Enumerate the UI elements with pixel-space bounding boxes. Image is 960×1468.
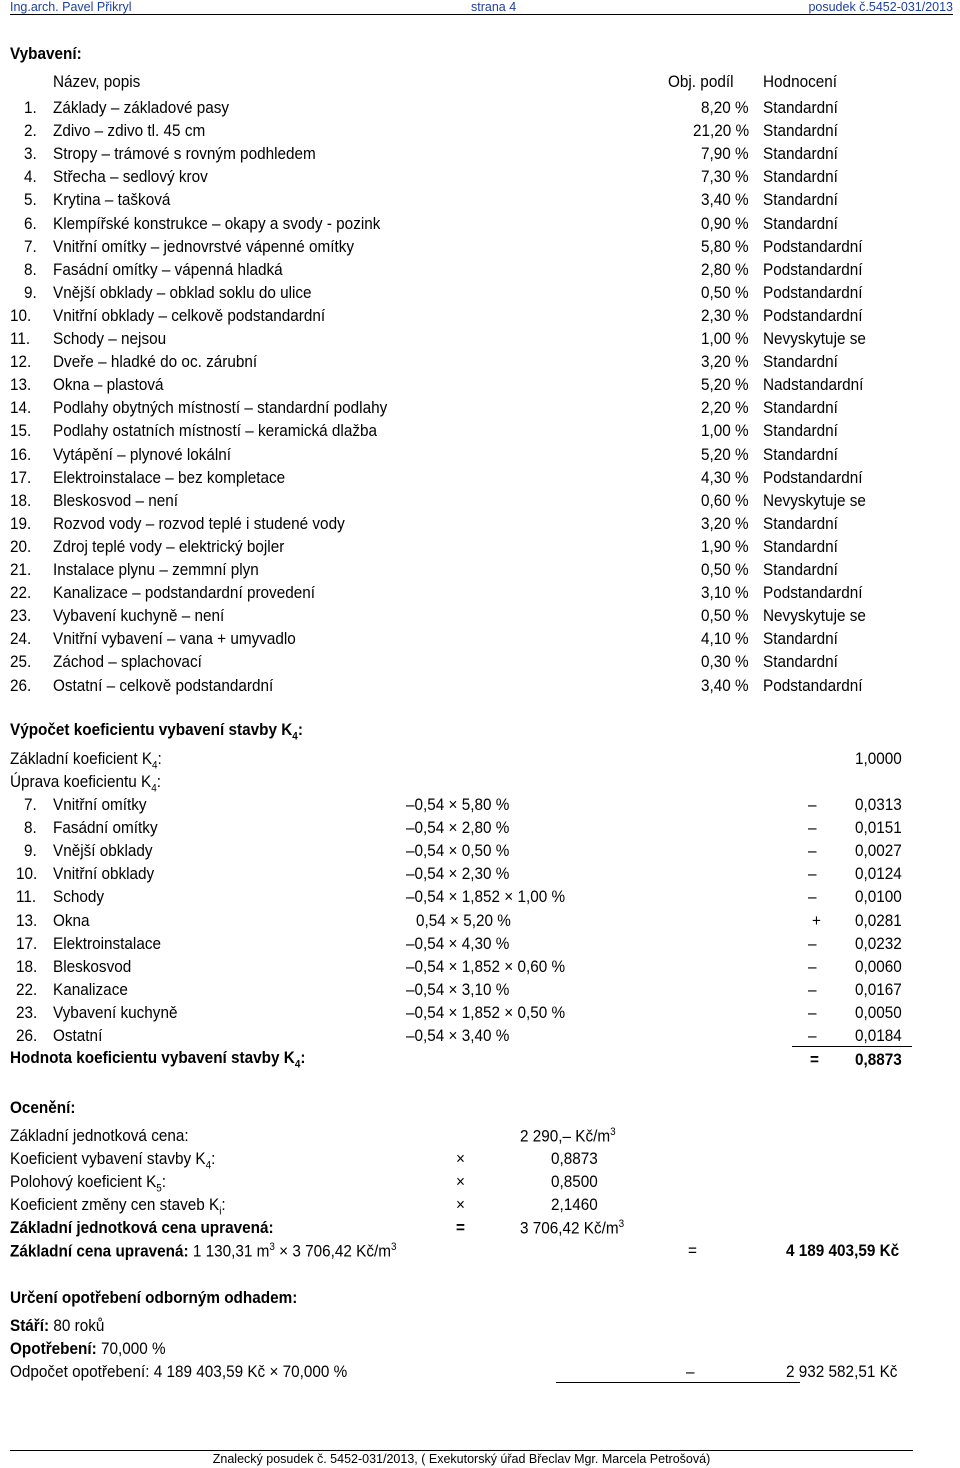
koef-row-name: Okna (53, 911, 90, 930)
koef-row-sign: – (808, 957, 817, 976)
item-name: Klempířské konstrukce – okapy a svody - pozink (53, 214, 381, 233)
item-rating: Podstandardní (763, 468, 863, 487)
age-line: Stáří: 80 roků (10, 1316, 105, 1335)
koef-row-number: 10. (16, 864, 38, 883)
koef-row-number: 7. (24, 795, 37, 814)
deduction-rule (556, 1382, 800, 1383)
koef-heading: Výpočet koeficientu vybavení stavby $K_4$: (10, 720, 303, 743)
item-share: 1,00 % (700, 421, 749, 440)
k5-value: 0,8500 (551, 1172, 598, 1191)
koef-row-sign: – (808, 887, 817, 906)
koef-row-sign: – (808, 864, 817, 883)
item-name: Vnitřní omítky – jednovrstvé vápenné omítky (53, 237, 355, 256)
item-name: Okna – plastová (53, 375, 164, 394)
deduction-sign: – (686, 1362, 695, 1381)
koef-row-formula: –0,54 × 2,30 % (406, 864, 510, 883)
item-number: 8. (24, 260, 37, 279)
item-rating: Standardní (763, 98, 838, 117)
koef-row-value: 0,0124 (855, 864, 902, 883)
koef-row-sign: – (808, 1026, 817, 1045)
item-share: 8,20 % (700, 98, 749, 117)
koef-row-name: Elektroinstalace (53, 934, 162, 953)
koef-row-number: 17. (16, 934, 38, 953)
item-name: Krytina – tašková (53, 190, 171, 209)
wear-line: Opotřebení: 70,000 % (10, 1339, 166, 1358)
header-page-number: strana 4 (471, 0, 517, 14)
item-share: 3,10 % (700, 583, 749, 602)
koef-row-name: Vybavení kuchyně (53, 1003, 178, 1022)
koef-row-formula: –0,54 × 1,852 × 0,60 % (406, 957, 566, 976)
item-share: 5,20 % (700, 445, 749, 464)
koef-row-number: 8. (24, 818, 37, 837)
item-share: 4,30 % (700, 468, 749, 487)
page-header (10, 0, 953, 15)
koef-row-value: 0,0060 (855, 957, 902, 976)
k4-label: Koeficient vybavení stavby $K_4$: (10, 1149, 216, 1172)
total-value: 4 189 403,59 Kč (786, 1241, 900, 1260)
item-number: 16. (10, 445, 32, 464)
item-rating: Podstandardní (763, 676, 863, 695)
ki-operator: × (456, 1195, 465, 1214)
koef-row-name: Kanalizace (53, 980, 128, 999)
koef-row-value: 0,0027 (855, 841, 902, 860)
item-name: Instalace plynu – zemmní plyn (53, 560, 259, 579)
koef-row-formula: –0,54 × 1,852 × 1,00 % (406, 887, 566, 906)
koef-result-value: 0,8873 (855, 1050, 902, 1069)
item-rating: Standardní (763, 144, 838, 163)
koef-row-number: 13. (16, 911, 38, 930)
header-author: Ing.arch. Pavel Přikryl (10, 0, 132, 14)
koef-row-sign: – (808, 934, 817, 953)
item-share: 0,50 % (700, 606, 749, 625)
koef-row-formula: –0,54 × 3,10 % (406, 980, 510, 999)
item-name: Vytápění – plynové lokální (53, 445, 232, 464)
koef-row-formula: –0,54 × 3,40 % (406, 1026, 510, 1045)
page-footer: Znalecký posudek č. 5452-031/2013, ( Exekutorský úřad Břeclav Mgr. Marcela Petrošová) (10, 1450, 913, 1466)
koef-row-value: 0,0184 (855, 1026, 902, 1045)
koef-row-value: 0,0050 (855, 1003, 902, 1022)
koef-row-value: 0,0232 (855, 934, 902, 953)
koef-row-sign: – (808, 818, 817, 837)
k5-operator: × (456, 1172, 465, 1191)
koef-row-number: 18. (16, 957, 38, 976)
col-header-rating: Hodnocení (763, 72, 838, 91)
koef-base-value: 1,0000 (855, 749, 902, 768)
item-share: 4,10 % (700, 629, 749, 648)
col-header-share: Obj. podíl (668, 72, 734, 91)
item-name: Elektroinstalace – bez kompletace (53, 468, 286, 487)
col-header-name: Název, popis (53, 72, 141, 91)
koef-row-formula: –0,54 × 4,30 % (406, 934, 510, 953)
item-rating: Podstandardní (763, 583, 863, 602)
item-share: 1,00 % (700, 329, 749, 348)
item-name: Fasádní omítky – vápenná hladká (53, 260, 283, 279)
item-name: Střecha – sedlový krov (53, 167, 208, 186)
deduction-value: 2 932 582,51 Kč (786, 1362, 898, 1381)
item-share: 2,20 % (700, 398, 749, 417)
item-rating: Standardní (763, 421, 838, 440)
vybaveni-heading: Vybavení: (10, 44, 82, 63)
koef-row-number: 23. (16, 1003, 38, 1022)
item-name: Záchod – splachovací (53, 652, 202, 671)
header-document-id: posudek č.5452-031/2013 (808, 0, 953, 14)
item-name: Vnitřní vybavení – vana + umyvadlo (53, 629, 296, 648)
koef-row-formula: –0,54 × 2,80 % (406, 818, 510, 837)
item-share: 3,40 % (700, 190, 749, 209)
item-name: Podlahy ostatních místností – keramická dlažba (53, 421, 378, 440)
item-number: 14. (10, 398, 32, 417)
item-name: Podlahy obytných místností – standardní podlahy (53, 398, 388, 417)
item-rating: Standardní (763, 167, 838, 186)
total-eq: = (688, 1241, 697, 1260)
item-share: 5,80 % (700, 237, 749, 256)
item-name: Bleskosvod – není (53, 491, 179, 510)
oceneni-heading: Ocenění: (10, 1098, 76, 1117)
item-number: 20. (10, 537, 32, 556)
item-rating: Podstandardní (763, 260, 863, 279)
item-name: Kanalizace – podstandardní provedení (53, 583, 315, 602)
koef-base-label: Základní koeficient $K_4$: (10, 749, 162, 772)
item-number: 21. (10, 560, 32, 579)
koef-row-value: 0,0100 (855, 887, 902, 906)
item-name: Stropy – trámové s rovným podhledem (53, 144, 316, 163)
item-rating: Standardní (763, 121, 838, 140)
item-number: 17. (10, 468, 32, 487)
koef-result-label: Hodnota koeficientu vybavení stavby $K_4$: (10, 1048, 306, 1071)
item-number: 12. (10, 352, 32, 371)
result-rule (792, 1046, 912, 1047)
item-rating: Standardní (763, 214, 838, 233)
item-rating: Standardní (763, 514, 838, 533)
item-number: 19. (10, 514, 32, 533)
koef-row-name: Bleskosvod (53, 957, 132, 976)
item-number: 2. (24, 121, 37, 140)
opotrebeni-heading: Určení opotřebení odborným odhadem: (10, 1288, 298, 1307)
item-rating: Podstandardní (763, 283, 863, 302)
item-number: 3. (24, 144, 37, 163)
item-name: Vnější obklady – obklad soklu do ulice (53, 283, 312, 302)
koef-row-sign: – (808, 795, 817, 814)
koef-row-name: Fasádní omítky (53, 818, 158, 837)
item-number: 22. (10, 583, 32, 602)
item-rating: Standardní (763, 352, 838, 371)
koef-result-eq: = (810, 1050, 819, 1069)
koef-row-formula: –0,54 × 1,852 × 0,50 % (406, 1003, 566, 1022)
item-rating: Nadstandardní (763, 375, 864, 394)
item-share: 3,20 % (700, 352, 749, 371)
item-share: 0,50 % (700, 560, 749, 579)
item-name: Ostatní – celkově podstandardní (53, 676, 274, 695)
item-share: 1,90 % (700, 537, 749, 556)
item-number: 15. (10, 421, 32, 440)
item-share: 0,90 % (700, 214, 749, 233)
koef-row-number: 11. (16, 887, 37, 906)
item-name: Vnitřní obklady – celkově podstandardní (53, 306, 326, 325)
item-rating: Standardní (763, 560, 838, 579)
item-name: Zdivo – zdivo tl. 45 cm (53, 121, 206, 140)
koef-row-name: Vnitřní omítky (53, 795, 147, 814)
koef-row-name: Schody (53, 887, 105, 906)
item-number: 18. (10, 491, 32, 510)
item-number: 1. (24, 98, 37, 117)
item-rating: Standardní (763, 537, 838, 556)
item-share: 2,30 % (700, 306, 749, 325)
item-name: Základy – základové pasy (53, 98, 230, 117)
item-share: 0,60 % (700, 491, 749, 510)
item-number: 13. (10, 375, 32, 394)
item-number: 5. (24, 190, 37, 209)
koef-row-name: Ostatní (53, 1026, 103, 1045)
item-rating: Standardní (763, 190, 838, 209)
adjusted-unit-value: 3 706,42 $Kč/m^3$ (520, 1218, 625, 1238)
item-rating: Standardní (763, 652, 838, 671)
koef-row-number: 22. (16, 980, 38, 999)
item-number: 23. (10, 606, 32, 625)
item-name: Rozvod vody – rozvod teplé i studené vody (53, 514, 345, 533)
k4-value: 0,8873 (551, 1149, 598, 1168)
unit-price-value: 2 290,– $Kč/m^3$ (520, 1126, 616, 1146)
koef-row-sign: + (812, 911, 821, 930)
item-number: 9. (24, 283, 37, 302)
k4-operator: × (456, 1149, 465, 1168)
koef-row-value: 0,0167 (855, 980, 902, 999)
item-number: 26. (10, 676, 32, 695)
k5-label: Polohový koeficient $K_5$: (10, 1172, 167, 1195)
koef-adj-label: Úprava koeficientu $K_4$: (10, 772, 161, 795)
koef-row-sign: – (808, 1003, 817, 1022)
item-share: 3,20 % (700, 514, 749, 533)
item-name: Schody – nejsou (53, 329, 167, 348)
item-share: 7,30 % (700, 167, 749, 186)
item-rating: Nevyskytuje se (763, 606, 866, 625)
item-share: 5,20 % (700, 375, 749, 394)
koef-row-name: Vnější obklady (53, 841, 153, 860)
koef-row-sign: – (808, 841, 817, 860)
koef-row-number: 9. (24, 841, 37, 860)
item-rating: Nevyskytuje se (763, 491, 866, 510)
item-number: 4. (24, 167, 37, 186)
item-rating: Podstandardní (763, 237, 863, 256)
koef-row-value: 0,0281 (855, 911, 902, 930)
item-name: Vybavení kuchyně – není (53, 606, 225, 625)
unit-price-label: Základní jednotková cena: (10, 1126, 189, 1145)
koef-row-formula: –0,54 × 0,50 % (406, 841, 510, 860)
koef-row-name: Vnitřní obklady (53, 864, 155, 883)
item-number: 10. (10, 306, 32, 325)
total-line: Základní cena upravená: 1 130,31 $m^3 \times 3$ 706,42 $Kč/m^3$ (10, 1241, 397, 1261)
ki-value: 2,1460 (551, 1195, 598, 1214)
item-share: 3,40 % (700, 676, 749, 695)
item-number: 7. (24, 237, 37, 256)
item-number: 25. (10, 652, 32, 671)
koef-row-formula: 0,54 × 5,20 % (416, 911, 511, 930)
item-share: 21,20 % (692, 121, 749, 140)
ki-label: Koeficient změny cen staveb $K_i$: (10, 1195, 226, 1218)
item-rating: Podstandardní (763, 306, 863, 325)
item-name: Dveře – hladké do oc. zárubní (53, 352, 258, 371)
item-share: 0,30 % (700, 652, 749, 671)
item-rating: Standardní (763, 398, 838, 417)
item-name: Zdroj teplé vody – elektrický bojler (53, 537, 285, 556)
item-share: 2,80 % (700, 260, 749, 279)
koef-row-number: 26. (16, 1026, 38, 1045)
item-number: 6. (24, 214, 37, 233)
koef-row-value: 0,0313 (855, 795, 902, 814)
item-rating: Standardní (763, 445, 838, 464)
item-number: 24. (10, 629, 32, 648)
item-number: 11. (10, 329, 31, 348)
item-rating: Standardní (763, 629, 838, 648)
item-share: 0,50 % (700, 283, 749, 302)
adjusted-unit-label: Základní jednotková cena upravená: (10, 1218, 274, 1237)
koef-row-formula: –0,54 × 5,80 % (406, 795, 510, 814)
koef-row-sign: – (808, 980, 817, 999)
koef-row-value: 0,0151 (855, 818, 902, 837)
item-rating: Nevyskytuje se (763, 329, 866, 348)
item-share: 7,90 % (700, 144, 749, 163)
deduction-text: Odpočet opotřebení: 4 189 403,59 Kč × 70,000 % (10, 1362, 348, 1381)
adjusted-unit-operator: = (456, 1218, 465, 1237)
